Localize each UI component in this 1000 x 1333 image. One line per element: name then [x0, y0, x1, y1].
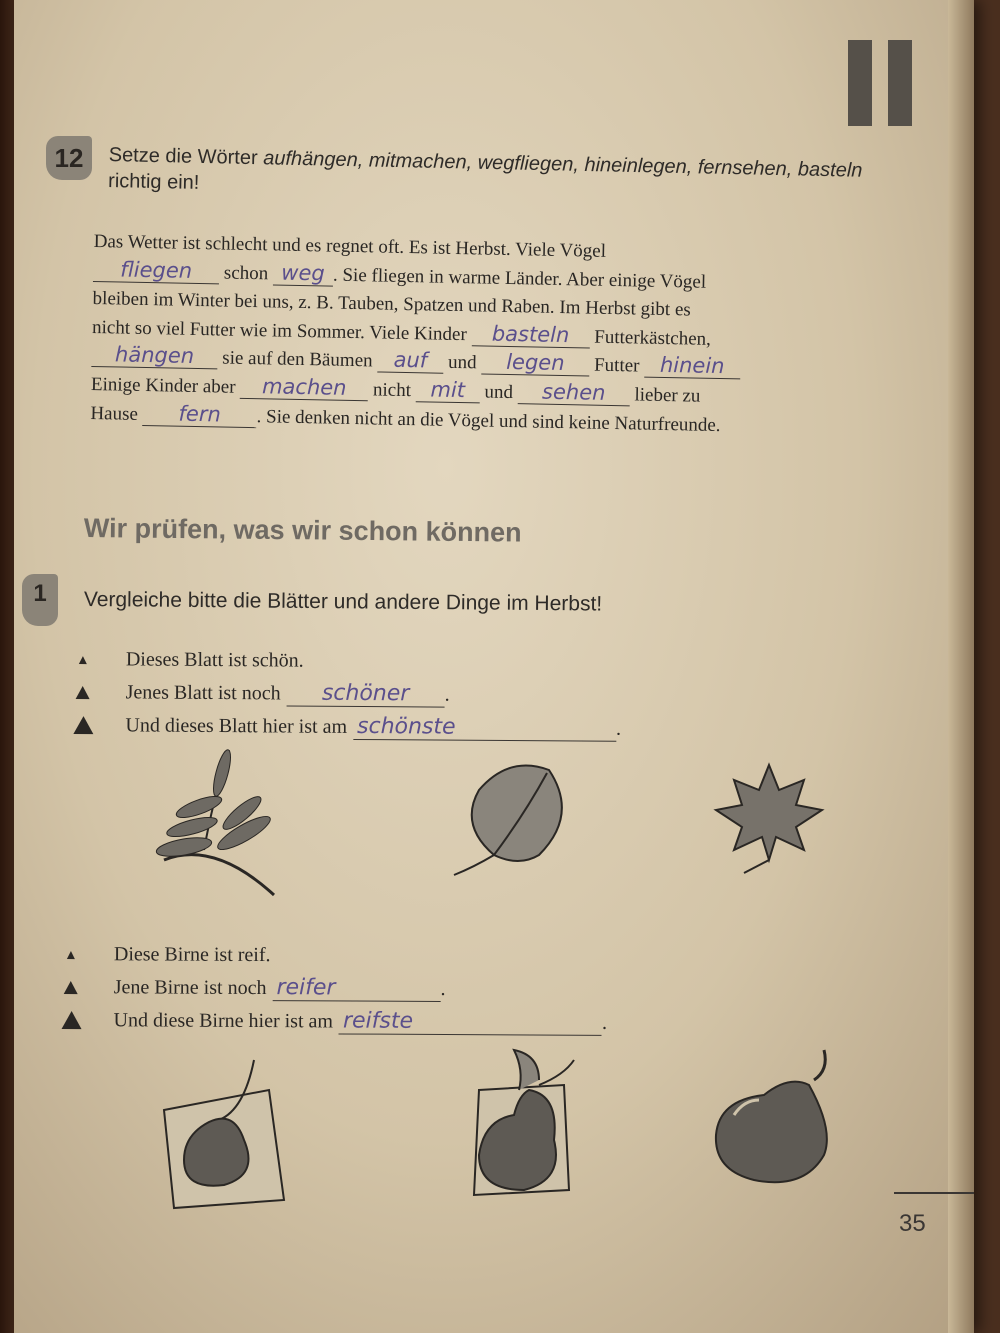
exercise-12-text — [90, 228, 889, 443]
answer-blank[interactable]: legen — [481, 350, 589, 377]
answer-blank[interactable]: machen — [240, 374, 368, 401]
story-text: Das Wetter ist schlecht und es regnet oft. Es ist Herbst. Viele Vögel — [93, 230, 607, 262]
small-triangle-icon — [67, 951, 75, 959]
birch-leaf-icon — [439, 755, 589, 885]
instruction-suffix: richtig ein! — [107, 169, 200, 194]
sentence-text: Und dieses Blatt hier ist am — [125, 714, 348, 738]
page-edge — [948, 0, 974, 1333]
pear-icon — [149, 1050, 299, 1210]
leaf-comparison-list — [73, 643, 622, 742]
story-text: und — [443, 352, 482, 374]
answer-blank[interactable]: schönste — [353, 715, 616, 742]
page-number: 35 — [899, 1210, 926, 1237]
exercise-1-number: 1 — [22, 574, 58, 626]
large-triangle-icon — [73, 716, 93, 734]
story-text: lieber zu — [629, 384, 701, 407]
page-number-rule — [894, 1192, 974, 1194]
large-triangle-icon — [62, 1011, 82, 1029]
pear-icon — [454, 1040, 604, 1210]
story-text: sie auf den Bäumen — [217, 347, 378, 372]
pear-icon — [694, 1040, 854, 1200]
sentence-text: Jene Birne ist noch — [113, 976, 267, 1000]
story-text: . Sie fliegen in warme Länder. Aber einige Vögel — [332, 264, 707, 293]
answer-blank[interactable]: auf — [377, 348, 443, 374]
sentence-end: . — [444, 683, 450, 706]
sentence-text: Diese Birne ist reif. — [113, 943, 271, 967]
story-text: . Sie denken nicht an die Vögel und sind keine Naturfreunde. — [256, 405, 721, 436]
story-text: und — [479, 381, 518, 404]
answer-blank[interactable]: sehen — [518, 379, 630, 406]
story-text: Hause — [90, 402, 143, 425]
sentence-text: Und diese Birne hier ist am — [113, 1009, 334, 1033]
sentence-end: . — [440, 977, 446, 1001]
answer-blank[interactable]: schöner — [287, 681, 445, 707]
story-text: Einige Kinder aber — [90, 373, 241, 398]
sentence-text: Dieses Blatt ist schön. — [125, 648, 304, 672]
story-text: Futterkästchen, — [589, 326, 712, 350]
answer-blank[interactable]: reifste — [339, 1009, 602, 1035]
answer-blank[interactable]: hängen — [91, 342, 217, 369]
exercise-12-number: 12 — [46, 136, 92, 180]
section-title: Wir prüfen, was wir schon können — [83, 513, 522, 548]
workbook-page — [14, 0, 974, 1333]
answer-blank[interactable]: weg — [273, 260, 333, 286]
sentence-end: . — [601, 1011, 608, 1034]
chapter-roman-two-mark — [848, 40, 912, 126]
answer-blank[interactable]: hinein — [644, 353, 740, 380]
answer-blank[interactable]: basteln — [471, 321, 589, 348]
story-text: Futter — [589, 354, 645, 377]
exercise-1-instruction: Vergleiche bitte die Blätter und andere Dinge im Herbst! — [83, 588, 603, 616]
answer-blank[interactable]: reifer — [272, 976, 440, 1002]
story-text: nicht — [368, 379, 416, 402]
answer-blank[interactable]: mit — [416, 377, 480, 403]
leaf-branch-icon — [144, 745, 304, 905]
answer-blank[interactable]: fliegen — [93, 257, 219, 284]
story-text: bleiben im Winter bei uns, z. B. Tauben, Spatzen und Raben. Im Herbst gibt es — [92, 288, 691, 321]
pear-comparison-list — [61, 938, 608, 1037]
sentence-end: . — [615, 717, 622, 740]
instruction-prefix: Setze die Wörter — [108, 143, 264, 170]
answer-blank[interactable]: fern — [142, 401, 256, 428]
story-text: nicht so viel Futter wie im Sommer. Viele Kinder — [91, 316, 472, 346]
story-text: schon — [218, 262, 274, 285]
small-triangle-icon — [79, 656, 87, 664]
maple-leaf-icon — [704, 755, 834, 875]
sentence-text: Jenes Blatt ist noch — [125, 681, 281, 705]
instruction-words: aufhängen, mitmachen, wegfliegen, hineinlegen, fernsehen, basteln — [262, 147, 863, 182]
medium-triangle-icon — [64, 981, 78, 994]
exercise-12-instruction — [108, 142, 879, 210]
medium-triangle-icon — [76, 686, 90, 699]
